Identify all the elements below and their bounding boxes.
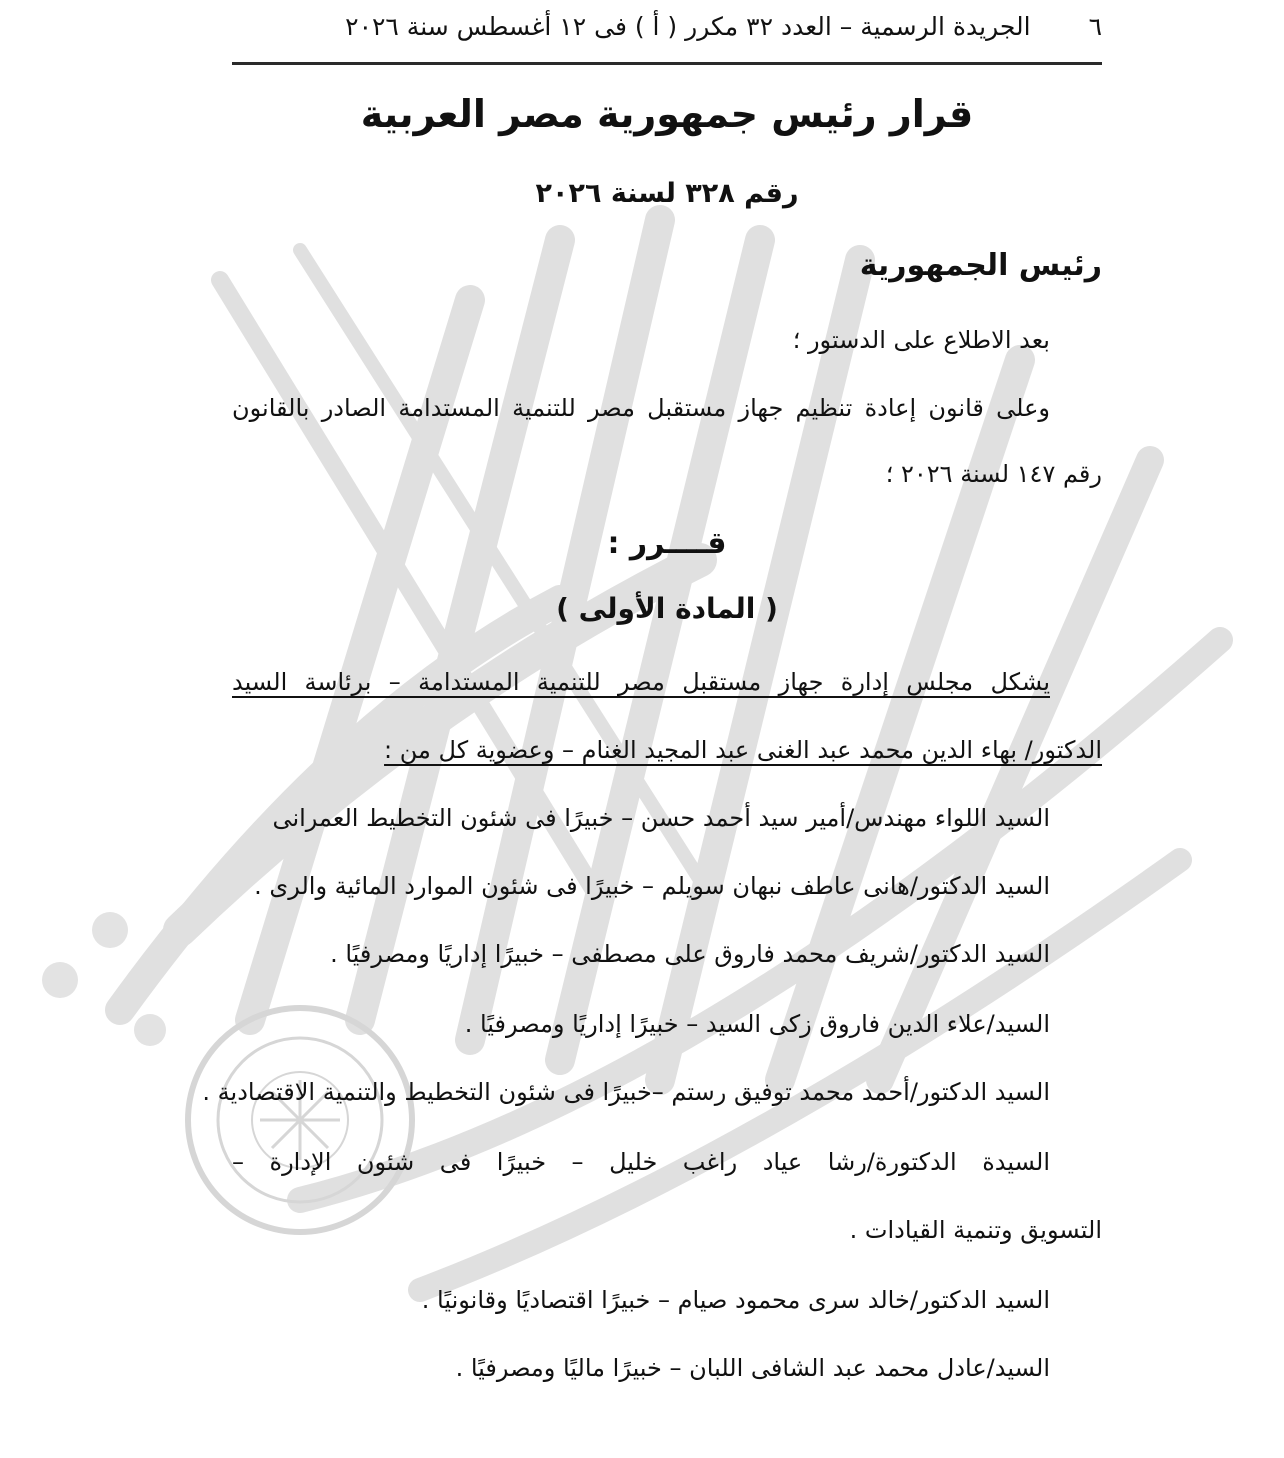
preamble-line: وعلى قانون إعادة تنظيم جهاز مستقبل مصر للتنمية المستدامة الصادر بالقانون xyxy=(232,394,1050,422)
article-heading: ( المادة الأولى ) xyxy=(556,592,778,625)
header-rule xyxy=(232,62,1102,65)
member-line: السيد الدكتور/خالد سرى محمود صيام – خبيرًا اقتصاديًا وقانونيًا . xyxy=(421,1286,1050,1314)
member-line: السيد الدكتور/أحمد محمد توفيق رستم –خبيرًا فى شئون التخطيط والتنمية الاقتصادية . xyxy=(202,1078,1050,1106)
member-line: السيدة الدكتورة/رشا عياد راغب خليل – خبيرًا فى شئون الإدارة – xyxy=(232,1148,1050,1176)
preamble-line: بعد الاطلاع على الدستور ؛ xyxy=(792,326,1050,354)
member-line: السيد الدكتور/هانى عاطف نبهان سويلم – خبيرًا فى شئون الموارد المائية والرى . xyxy=(254,872,1050,900)
member-line: السيد الدكتور/شريف محمد فاروق على مصطفى – خبيرًا إداريًا ومصرفيًا . xyxy=(330,940,1050,968)
running-title: الجريدة الرسمية – العدد ٣٢ مكرر ( أ ) فى ١٢ أغسطس سنة ٢٠٢٦ xyxy=(345,11,1031,41)
member-line: السيد اللواء مهندس/أمير سيد أحمد حسن – خبيرًا فى شئون التخطيط العمرانى xyxy=(272,804,1050,832)
decided-heading: قــــرر : xyxy=(607,526,727,561)
decree-title: قرار رئيس جمهورية مصر العربية xyxy=(360,92,974,136)
preamble-line: رقم ١٤٧ لسنة ٢٠٢٦ ؛ xyxy=(885,460,1102,488)
article-body-line: يشكل مجلس إدارة جهاز مستقبل مصر للتنمية المستدامة – برئاسة السيد xyxy=(232,668,1050,696)
decree-issuer: رئيس الجمهورية xyxy=(859,248,1102,283)
member-line: التسويق وتنمية القيادات . xyxy=(849,1216,1102,1244)
member-line: السيد/عادل محمد عبد الشافى اللبان – خبيرًا ماليًا ومصرفيًا . xyxy=(455,1354,1050,1382)
member-line: السيد/علاء الدين فاروق زكى السيد – خبيرًا إداريًا ومصرفيًا . xyxy=(464,1010,1050,1038)
decree-number: رقم ٣٢٨ لسنة ٢٠٢٦ xyxy=(535,178,799,209)
running-header xyxy=(232,6,1102,46)
page-number: ٦ xyxy=(1088,11,1102,41)
article-body-line: الدكتور/ بهاء الدين محمد عبد الغنى عبد المجيد الغنام – وعضوية كل من : xyxy=(384,736,1102,764)
